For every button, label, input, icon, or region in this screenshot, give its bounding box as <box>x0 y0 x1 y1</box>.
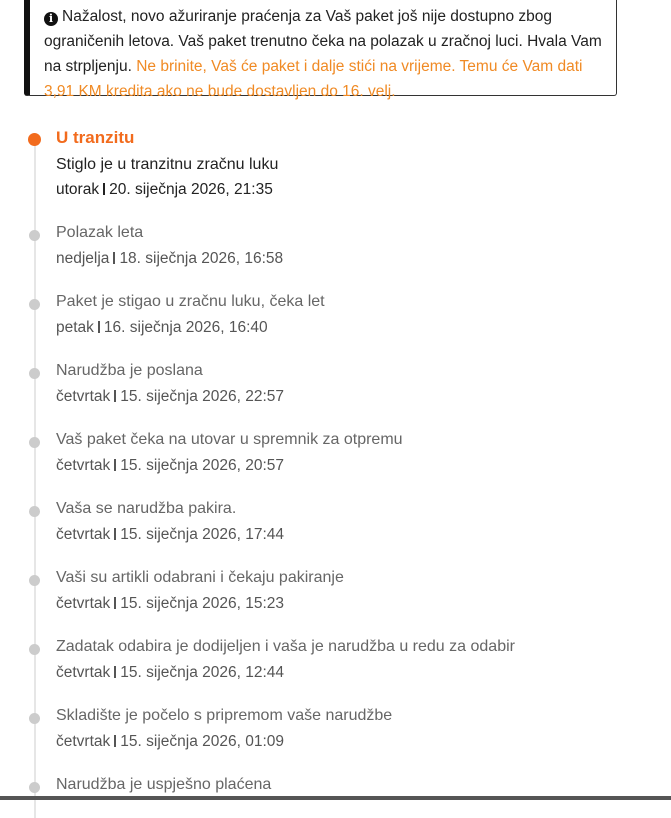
event-datetime: 18. siječnja 2026, 16:58 <box>119 250 284 267</box>
event-datetime: 15. siječnja 2026, 22:57 <box>120 388 284 405</box>
event-date <box>56 181 273 199</box>
event-datetime: 16. siječnja 2026, 16:40 <box>103 319 268 336</box>
event-day: petak <box>56 319 94 336</box>
notice-text: Nažalost, novo ažuriranje praćenja za Vaš paket još nije dostupno zbog ograničenih letova. Vaš paket trenutno čeka na polazak u zračnoj luci. Hvala Vam na strpljenju. <box>44 8 602 75</box>
event-date <box>56 526 284 544</box>
separator <box>114 528 116 540</box>
event-datetime: 15. siječnja 2026, 01:09 <box>120 733 284 750</box>
event-title: U tranzitu <box>56 128 135 147</box>
separator <box>113 252 115 264</box>
separator <box>98 321 100 333</box>
status-dot <box>29 230 40 241</box>
event-title: Zadatak odabira je dodijeljen i vaša je narudžba u redu za odabir <box>56 638 515 655</box>
event-day: četvrtak <box>56 595 111 612</box>
event-datetime: 15. siječnja 2026, 12:44 <box>120 664 284 681</box>
event-title: Vaš paket čeka na utovar u spremnik za otpremu <box>56 431 403 448</box>
status-dot <box>29 644 40 655</box>
separator <box>114 459 116 471</box>
event-day: četvrtak <box>56 733 111 750</box>
separator <box>114 735 116 747</box>
event-datetime: 15. siječnja 2026, 20:57 <box>120 457 284 474</box>
event-date <box>56 250 283 268</box>
event-datetime: 20. siječnja 2026, 21:35 <box>109 181 273 198</box>
separator <box>114 597 116 609</box>
separator <box>103 183 105 195</box>
event-title: Skladište je počelo s pripremom vaše narudžbe <box>56 707 393 724</box>
event-title: Polazak leta <box>56 224 144 241</box>
active-status-dot <box>28 133 41 146</box>
event-title: Narudžba je poslana <box>56 362 203 379</box>
status-dot <box>29 782 40 793</box>
event-datetime: 15. siječnja 2026, 15:23 <box>120 595 284 612</box>
event-date <box>56 388 284 406</box>
separator <box>114 666 116 678</box>
status-dot <box>29 713 40 724</box>
event-date <box>56 457 284 475</box>
bottom-divider <box>0 796 671 800</box>
event-title: Narudžba je uspješno plaćena <box>56 776 272 793</box>
event-date <box>56 733 284 751</box>
event-day: četvrtak <box>56 388 111 405</box>
event-day: četvrtak <box>56 664 111 681</box>
event-date <box>56 664 284 682</box>
status-dot <box>29 575 40 586</box>
info-icon: i <box>44 12 58 26</box>
separator <box>114 390 116 402</box>
event-date <box>56 595 284 613</box>
event-day: četvrtak <box>56 457 111 474</box>
event-day: utorak <box>56 181 100 198</box>
event-title: Vaši su artikli odabrani i čekaju pakiranje <box>56 569 344 586</box>
event-day: četvrtak <box>56 526 111 543</box>
event-title: Paket je stigao u zračnu luku, čeka let <box>56 293 325 310</box>
status-dot <box>29 368 40 379</box>
event-title: Vaša se narudžba pakira. <box>56 500 237 517</box>
event-date <box>56 319 268 337</box>
status-dot <box>29 299 40 310</box>
status-dot <box>29 437 40 448</box>
event-day: nedjelja <box>56 250 110 267</box>
event-subtitle: Stiglo je u tranzitnu zračnu luku <box>56 156 279 173</box>
notice-credit-text: Ne brinite, Vaš će paket i dalje stići na vrijeme. Temu će Vam dati 3,91 KM kredita ako ne bude dostavljen do 16. velj. <box>44 58 583 100</box>
delay-notice <box>24 0 617 100</box>
event-datetime: 15. siječnja 2026, 17:44 <box>120 526 284 543</box>
status-dot <box>29 506 40 517</box>
